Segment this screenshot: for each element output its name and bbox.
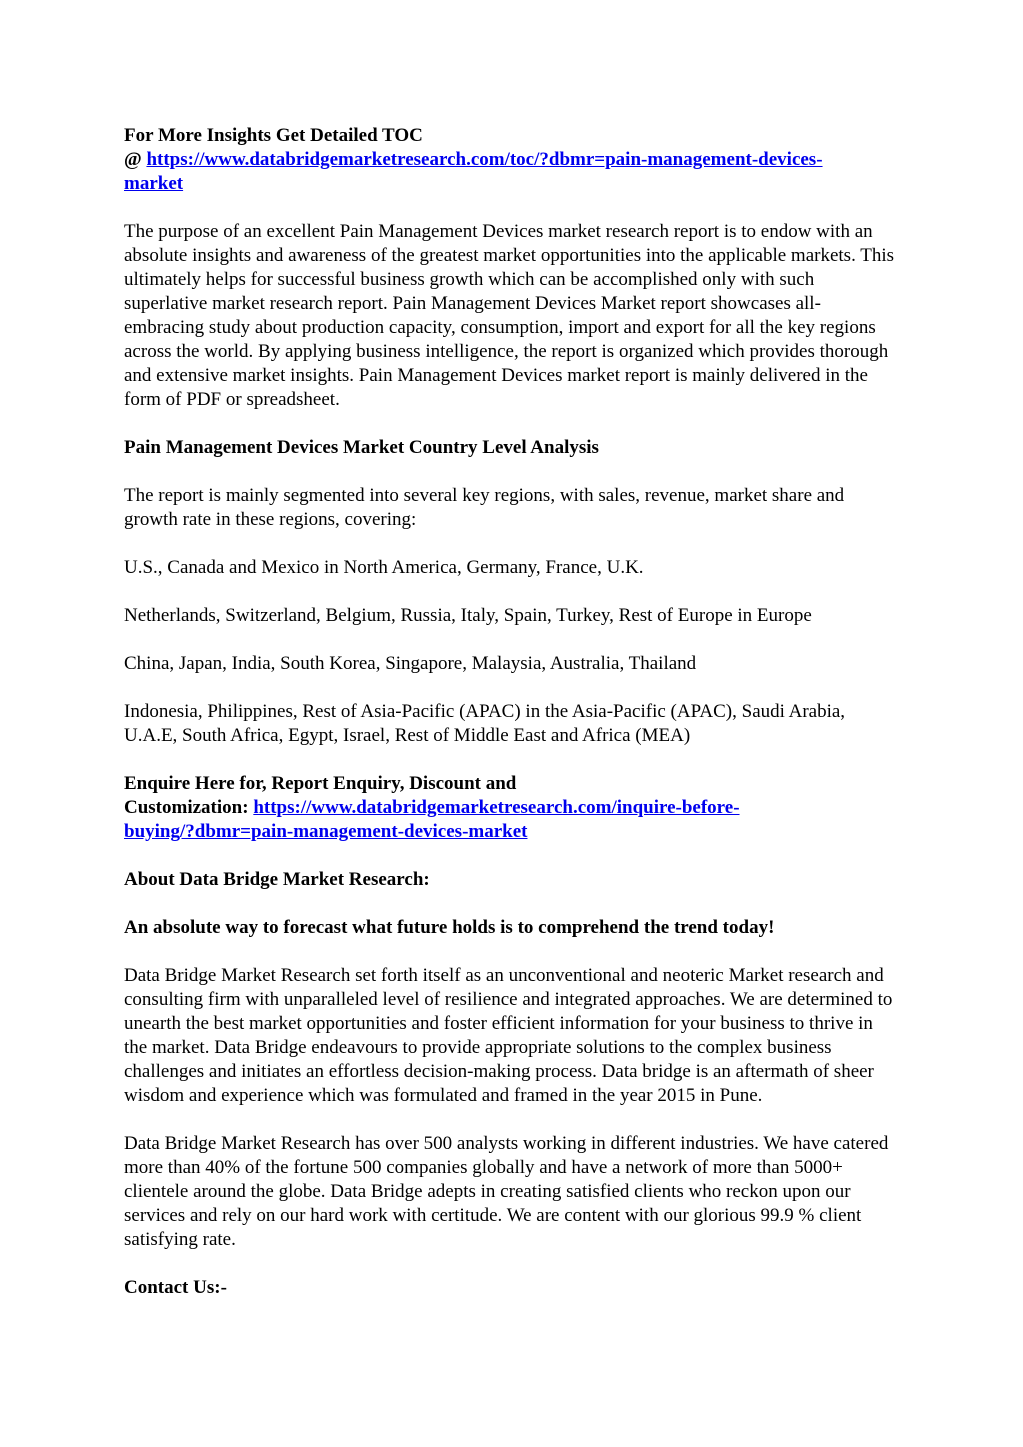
document-page bbox=[124, 124, 899, 1324]
region-item-north-america: U.S., Canada and Mexico in North America, Germany, France, U.K. bbox=[124, 557, 644, 578]
toc-link-line1: https://www.databridgemarketresearch.com/toc/?dbmr=pain-management-devices- bbox=[146, 149, 823, 170]
toc-block bbox=[124, 124, 899, 196]
enquire-link-line1: https://www.databridgemarketresearch.com/inquire-before- bbox=[253, 797, 740, 818]
country-heading: Pain Management Devices Market Country Level Analysis bbox=[124, 437, 599, 458]
about-heading: About Data Bridge Market Research: bbox=[124, 869, 430, 890]
toc-link[interactable] bbox=[124, 149, 823, 194]
about-paragraph-1: Data Bridge Market Research set forth itself as an unconventional and neoteric Market research and consulting firm with unparalleled level of resilience and integrated approaches. We are determined to unearth the best market opportunities and foster efficient information for your business to thrive in the market. Data Bridge endeavours to provide appropriate solutions to the complex business challenges and initiates an effortless decision-making process. Data bridge is an aftermath of sheer wisdom and experience which was formulated and framed in the year 2015 in Pune. bbox=[124, 965, 893, 1106]
tagline: An absolute way to forecast what future holds is to comprehend the trend today! bbox=[124, 917, 775, 938]
toc-prefix: @ bbox=[124, 149, 147, 170]
contact-heading: Contact Us:- bbox=[124, 1277, 227, 1298]
enquire-heading: Enquire Here for, Report Enquiry, Discount and bbox=[124, 773, 517, 794]
region-item-apac-mea: Indonesia, Philippines, Rest of Asia-Pacific (APAC) in the Asia-Pacific (APAC), Saudi Arabia, U.A.E, South Africa, Egypt, Israel, Rest of Middle East and Africa (MEA) bbox=[124, 701, 846, 746]
segment-paragraph: The report is mainly segmented into several key regions, with sales, revenue, market share and growth rate in these regions, covering: bbox=[124, 485, 845, 530]
intro-paragraph: The purpose of an excellent Pain Management Devices market research report is to endow with an absolute insights and awareness of the greatest market opportunities into the applicable markets. This ultimately helps for successful business growth which can be accomplished only with such superlative market research report. Pain Management Devices Market report showcases all-embracing study about production capacity, consumption, import and export for all the key regions across the world. By applying business intelligence, the report is organized which provides thorough and extensive market insights. Pain Management Devices market report is mainly delivered in the form of PDF or spreadsheet. bbox=[124, 221, 895, 410]
toc-link-line2: market bbox=[124, 173, 184, 194]
enquire-block bbox=[124, 772, 899, 844]
enquire-label: Customization: bbox=[124, 797, 254, 818]
enquire-link-line2: buying/?dbmr=pain-management-devices-market bbox=[124, 821, 528, 842]
about-paragraph-2: Data Bridge Market Research has over 500 analysts working in different industries. We have catered more than 40% of the fortune 500 companies globally and have a network of more than 5000+ clientele around the globe. Data Bridge adepts in creating satisfied clients who reckon upon our services and rely on our hard work with certitude. We are content with our glorious 99.9 % client satisfying rate. bbox=[124, 1133, 889, 1250]
region-item-europe: Netherlands, Switzerland, Belgium, Russia, Italy, Spain, Turkey, Rest of Europe in Europe bbox=[124, 605, 812, 626]
region-item-asia: China, Japan, India, South Korea, Singapore, Malaysia, Australia, Thailand bbox=[124, 653, 697, 674]
toc-heading: For More Insights Get Detailed TOC bbox=[124, 125, 423, 146]
